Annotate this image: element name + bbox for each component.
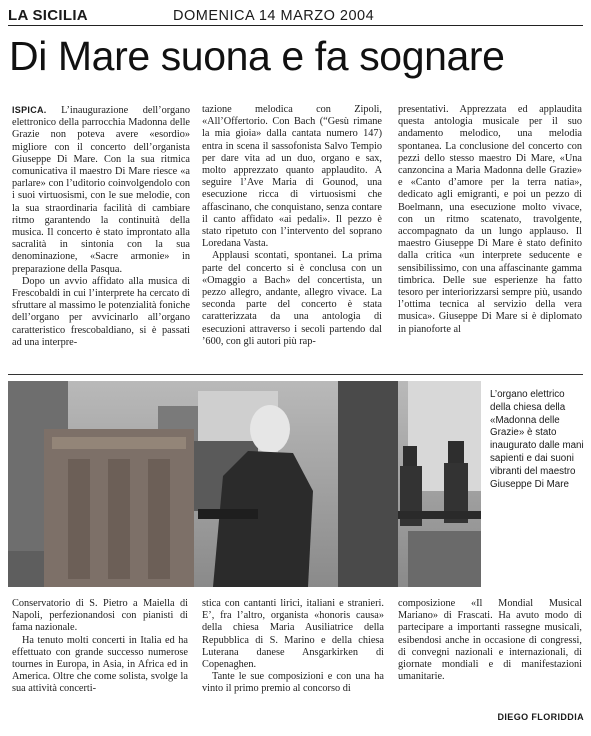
paragraph: Tante le sue composizioni e con una ha vinto il primo premio al concorso di: [202, 671, 384, 695]
paragraph-text: L’inaugurazione dell’organo elettronico della parrocchia Madonna delle Grazie non poteva avere «esordio» migliore con il concerto dell’organista Giuseppe Di Mare. Con la sua ritmica comunicativa il maestro Di Mare riesce «a parlare» con l’uditorio coinvolgendolo con i suoi virtuosismi, con le sue melodie, con la sua straordinaria facilità di cambiare ritmo garantendo la continuità della musica. Il concerto è stato improntato alla sacralità in sintonia con la sua denominazione, «Sacre armonie» in preparazione della Pasqua.: [12, 105, 191, 275]
paragraph: Dopo un avvio affidato alla musica di Frescobaldi in cui l’interprete ha cercato di sfruttare al massimo le potenzialità foniche dell’organo per avvicinarlo all’organo caratteristico frescobaldiano, si è passati ad una interpre-: [12, 275, 190, 348]
paragraph: stica con cantanti lirici, italiani e stranieri. E’, fra l’altro, organista «honoris causa» della chiesa Maria Ausiliatrice della Repubblica di S. Marino e della chiesa Luterana danese Ansgarkirken di Copenaghen.: [202, 598, 384, 671]
masthead: [8, 4, 583, 24]
paragraph: Applausi scontati, spontanei. La prima parte del concerto si è conclusa con un «Omaggio a Bach» del concertista, un pezzo allegro, andante, allegro vivace. La seconda parte del concerto è stata caratterizzata da una antologia di esecuzioni attraverso i secoli partendo dal ’600, con gli autori più rap-: [202, 250, 382, 347]
headline: Di Mare suona e fa sognare: [9, 33, 505, 79]
article-column-3: [398, 104, 582, 336]
paragraph: Ha tenuto molti concerti in Italia ed ha effettuato con grande successo numerose tournes in Europa, in Asia, in Africa ed in America. Oltre che come solista, svolge la sua attività concerti-: [12, 634, 188, 695]
paragraph: Conservatorio di S. Pietro a Maiella di Napoli, perfezionandosi con pianisti di fama nazionale.: [12, 598, 188, 634]
article-column-6: [398, 598, 582, 683]
newspaper-name: LA SICILIA: [8, 7, 88, 24]
photo-caption: L’organo elettrico della chiesa della «Madonna delle Grazie» è stato inaugurato dalle mani sapienti e dai suoni vibranti del maestro Giuseppe Di Mare: [490, 389, 584, 490]
article-column-2: [202, 104, 382, 348]
issue-date: DOMENICA 14 MARZO 2004: [173, 8, 375, 24]
section-rule: [8, 374, 583, 375]
article-column-1: [12, 104, 190, 349]
masthead-rule: [8, 25, 583, 26]
photo-illustration: [8, 381, 481, 587]
dateline-place: ISPICA.: [12, 105, 47, 115]
paragraph: presentativi. Apprezzata ed applaudita questa antologia musicale per il suo andamento melodico, una melodia spontanea. La conclusione del concerto con pezzi dello stesso maestro Di Mare, «Una canzoncina a Maria Madonna delle Grazie» e «Canto d’amore per la terra natia», dedicato agli emigranti, e poi un pezzo di Boelmann, una esecuzione molto vivace, con un ritmo scatenato, travolgente, accompagnato da un lungo applauso. Il maestro Giuseppe Di Mare è stato definito dalla critica «un interprete seducente e sensibilissimo, con una affascinante gamma timbrica. Delle sue esperienze ha fatto tesoro per interiorizzarsi sempre più, usando l’ottima tecnica al servizio della vera musica». Giuseppe Di Mare si è diplomato in pianoforte al: [398, 104, 582, 335]
article-column-5: [202, 598, 384, 696]
author-byline: DIEGO FLORIDDIA: [497, 712, 584, 722]
paragraph: tazione melodica con Zipoli, «All’Offertorio. Con Bach (“Gesù rimane la mia gioia» dalla cantata numero 147) entra in scena il sassofonista Salvo Tempio per dare vita ad un duo, organo e sax, molto apprezzato quanto applaudito. A seguire l’Ave Maria di Gounod, una esecuzione ricca di virtuosismi che affascinano, che conquistano, senza contare il canto affidato «ai pedali». Il pezzo è stato ripetuto con l’intervento del soprano Loredana Vasta.: [202, 104, 382, 250]
organist-photo: [8, 381, 481, 587]
paragraph: [12, 104, 190, 276]
article-column-4: [12, 598, 188, 696]
paragraph: composizione «Il Mondial Musical Mariano» di Frascati. Ha avuto modo di partecipare a importanti rassegne musicali, esibendosi anche in occasione di congressi, di convegni nazionali e internazionali, di giornate mondiali e di manifestazioni umanitarie.: [398, 598, 582, 683]
